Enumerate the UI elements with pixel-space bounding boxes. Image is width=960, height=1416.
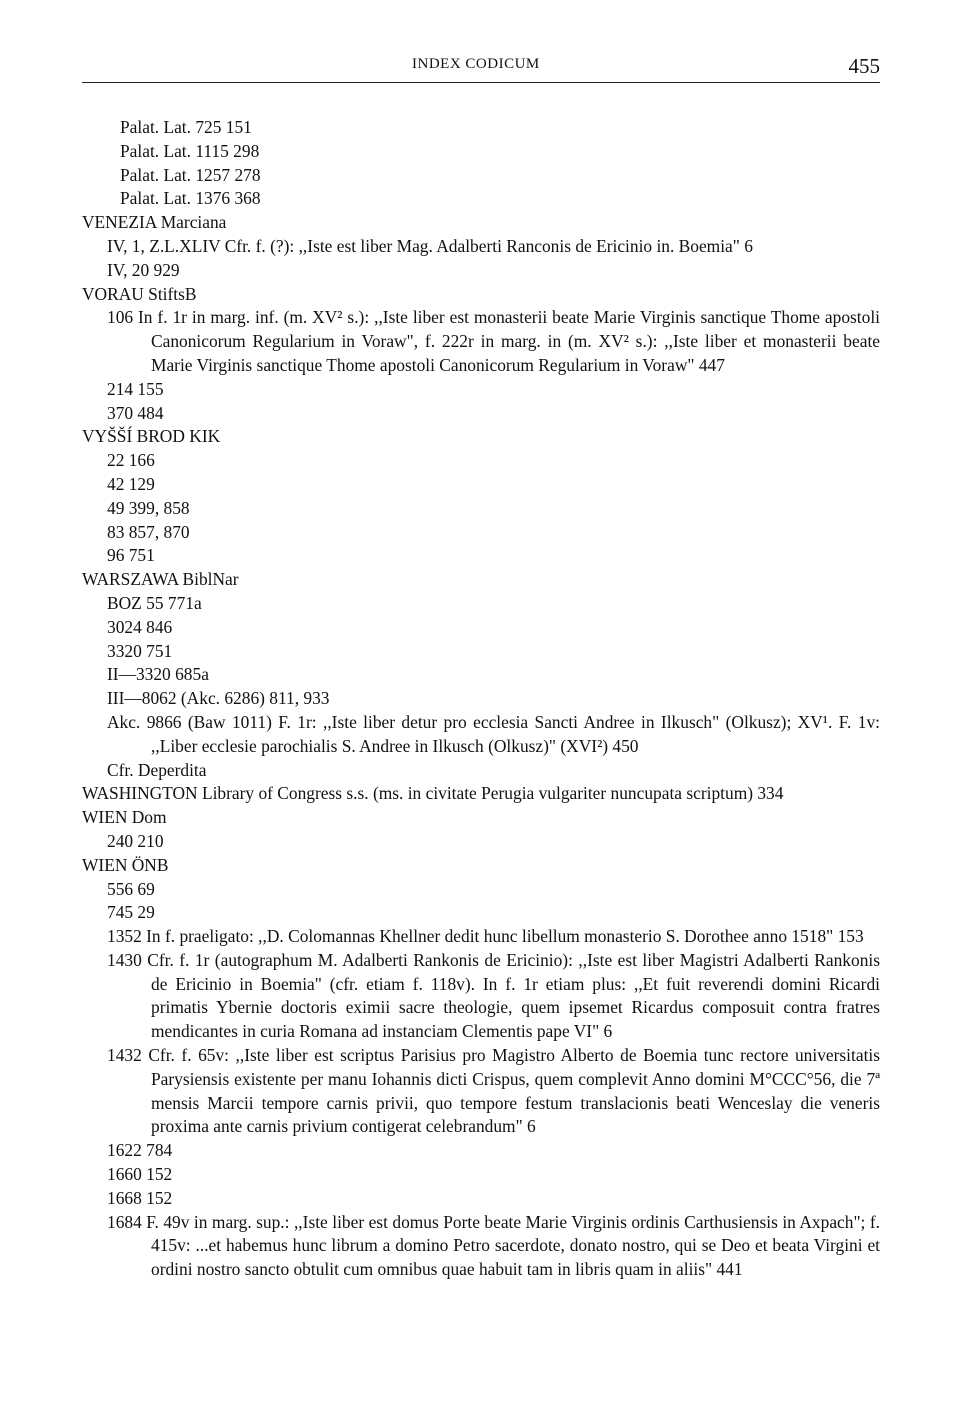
index-entry: 745 29 [107, 902, 155, 923]
index-entry: 83 857, 870 [107, 521, 190, 542]
index-entry: II—3320 685a [107, 664, 209, 685]
index-entry: III—8062 (Akc. 6286) 811, 933 [107, 688, 330, 709]
index-heading: WIEN ÖNB [82, 854, 169, 875]
index-entry: 3024 846 [107, 616, 173, 637]
index-entry: 240 210 [107, 830, 164, 851]
running-header [82, 52, 880, 88]
index-entry: BOZ 55 771a [107, 592, 202, 613]
index-entry: 1668 152 [107, 1187, 173, 1208]
index-entry: 42 129 [107, 473, 155, 494]
header-rule [82, 82, 880, 83]
index-heading: WIEN Dom [82, 807, 167, 828]
index-entry: 1432 Cfr. f. 65v: ,,Iste liber est scriptus Parisius pro Magistro Alberto de Boemia tunc rectore universitatis Parysiensis existente per manu Iohannis dicti Crispus, quem complevit Anno domini M°CCC°56, die 7ª mensis Marcii tempore carnis privii, quo tempore festum translacionis beati Wenceslay die veneris proxima ante carnis privium contigerat celebrandum" 6 [107, 1045, 880, 1137]
index-entry: 22 166 [107, 450, 155, 471]
index-entry: 106 In f. 1r in marg. inf. (m. XV² s.): ,,Iste liber est monasterii beate Marie Virginis sanctique Thome apostoli Canonicorum Regularium in Voraw", f. 222r in marg. in (m. XV² s.): ,,Iste liber et monasterii beate Marie Virginis sanctique Thome apostoli Canonicorum Regularium in Voraw" 447 [107, 307, 880, 375]
index-entry: Palat. Lat. 725 151 [120, 117, 252, 137]
index-heading: WASHINGTON Library of Congress s.s. (ms. in civitate Perugia vulgariter nuncupata scriptum) 334 [82, 783, 784, 804]
index-body [82, 116, 880, 1282]
index-entry: 1622 784 [107, 1140, 173, 1161]
index-entry: Akc. 9866 (Baw 1011) F. 1r: ,,Iste liber detur pro ecclesia Sancti Andree in Ilkusch" (Olkusz); XV¹. F. 1v: ,,Liber ecclesie parochialis S. Andree in Ilkusch (Olkusz)" (XVI²) 450 [107, 711, 880, 756]
index-heading: VYŠŠÍ BROD KIK [82, 426, 221, 447]
index-entry: 1660 152 [107, 1164, 173, 1185]
index-entry: 96 751 [107, 545, 155, 566]
index-entry: 1684 F. 49v in marg. sup.: ,,Iste liber est domus Porte beate Marie Virginis ordinis Carthusiensis in Axpach"; f. 415v: ...et habemus hunc librum a domino Petro sacerdote, donato nostro, qui se Deo et beata Virgini et ordini nostro sancto obtulit cum omnibus quae habuit tam in libris quam in aliis" 441 [107, 1211, 880, 1280]
index-entry: IV, 1, Z.L.XLIV Cfr. f. (?): ,,Iste est liber Mag. Adalberti Ranconis de Ericinio in. Boemia" 6 [107, 235, 753, 256]
index-entry: 3320 751 [107, 640, 173, 661]
index-entry: Palat. Lat. 1257 278 [120, 164, 261, 185]
index-entry: 1430 Cfr. f. 1r (autographum M. Adalberti Rankonis de Ericinio): ,,Iste est liber Magistri Adalberti Rankonis de Ericinio in Boemia" (cfr. etiam f. 118v). In f. 1r etiam plus: ,,Et fuit reverendi domini Ricardi primatis Ybernie doctoris eximii sacre theologie, quem ipsemet Ricardus composuit contra fratres mendicantes in curia Romana ad instanciam Clementis pape VI" 6 [107, 949, 880, 1042]
index-entry: Palat. Lat. 1376 368 [120, 188, 261, 209]
index-entry: 49 399, 858 [107, 497, 190, 518]
index-entry: IV, 20 929 [107, 259, 180, 280]
index-heading: VENEZIA Marciana [82, 212, 227, 233]
index-heading: WARSZAWA BiblNar [82, 569, 239, 590]
index-entry: 556 69 [107, 878, 155, 899]
running-title: INDEX CODICUM [412, 56, 540, 72]
index-entry: Palat. Lat. 1115 298 [120, 140, 260, 161]
index-entry: 370 484 [107, 402, 164, 423]
index-entry: 214 155 [107, 378, 164, 399]
page-number: 455 [848, 54, 880, 78]
index-entry: Cfr. Deperdita [107, 759, 207, 780]
index-heading: VORAU StiftsB [82, 283, 197, 304]
index-entry: 1352 In f. praeligato: ,,D. Colomannas Khellner dedit hunc libellum monasterio S. Dorothee anno 1518" 153 [107, 926, 864, 947]
